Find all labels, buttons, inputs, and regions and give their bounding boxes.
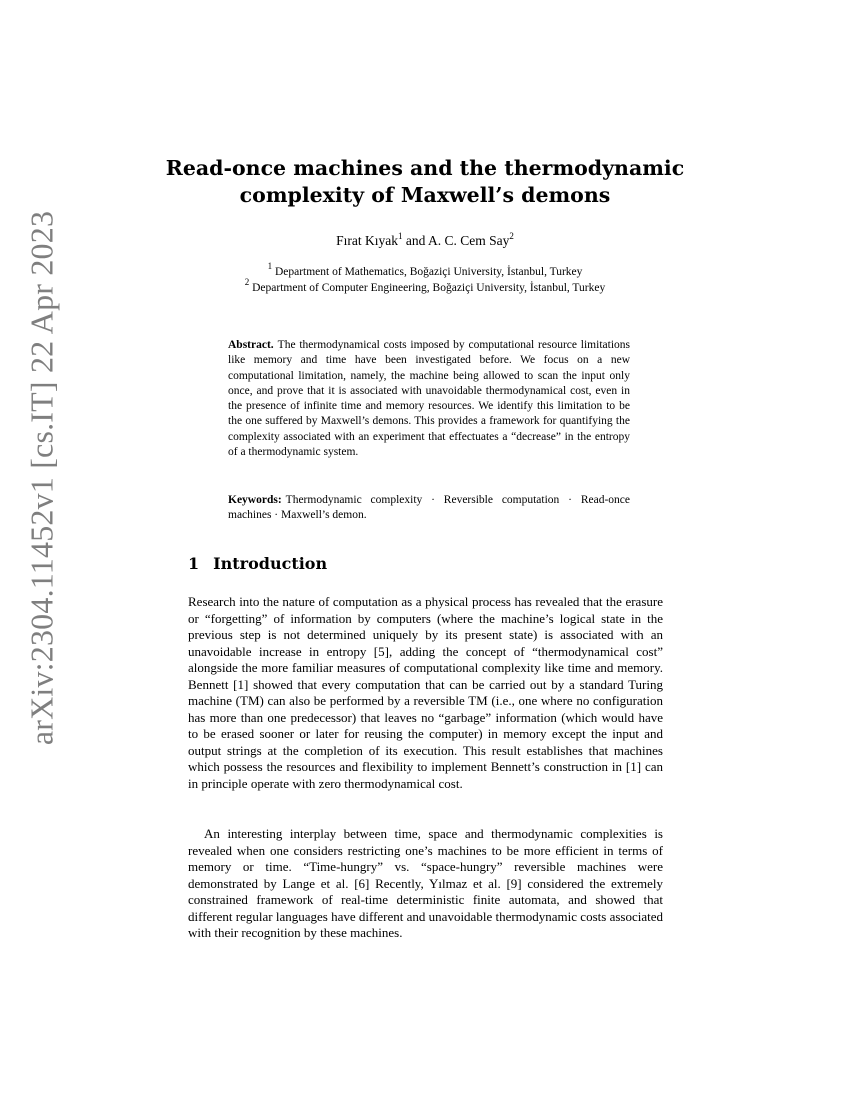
author-name: A. C. Cem Say <box>427 233 510 248</box>
section-title: Introduction <box>213 554 328 573</box>
keywords-text: Thermodynamic complexity · Reversible computation · Read-once machines · Maxwell’s demon. <box>228 494 630 522</box>
section-heading <box>188 554 327 573</box>
author-name: Fırat Kıyak <box>336 233 398 248</box>
affiliation-mark: 2 <box>509 231 514 241</box>
keywords-label: Keywords: <box>228 494 282 506</box>
abstract <box>228 338 630 460</box>
affiliation <box>150 261 700 278</box>
affiliation-mark: 2 <box>244 277 250 287</box>
affiliation <box>150 277 700 294</box>
body-paragraph <box>188 826 663 942</box>
paragraph-text: Research into the nature of computation as a physical process has revealed that the erasure or “forgetting” of information by computers (where the machine’s logical state in the previous step is not determined uniquely by its present state) is associated with an unavoidable increase in entropy [5], adding the concept of “thermodynamical cost” alongside the more familiar measures of computational complexity like time and memory. Bennett [1] showed that every computation that can be carried out by a standard Turing machine (TM) can also be performed by a reversible TM (i.e., one where no configuration has more than one predecessor) that leaves no “garbage” information (which would have to be erased sooner or later for reusing the computer) in memory except the input and output strings at the completion of its execution. This result establishes that machines which possess the resources and flexibility to implement Bennett’s construction in [1] can in principle operate with zero thermodynamical cost. <box>188 594 663 791</box>
paper-title <box>150 155 700 209</box>
abstract-label: Abstract. <box>228 339 274 351</box>
affiliation-mark: 1 <box>397 231 403 241</box>
affiliation-mark: 1 <box>267 261 273 271</box>
affiliation-text: Department of Mathematics, Boğaziçi University, İstanbul, Turkey <box>274 266 583 278</box>
body-paragraph <box>188 594 663 792</box>
affiliation-text: Department of Computer Engineering, Boğaziçi University, İstanbul, Turkey <box>252 282 606 294</box>
keywords <box>228 493 630 524</box>
title-line-2: complexity of Maxwell’s demons <box>239 183 611 207</box>
paragraph-text: An interesting interplay between time, space and thermodynamic complexities is revealed when one considers restricting one’s machines to be more efficient in terms of memory or time. “Time-hungry” vs. “space-hungry” reversible machines were demonstrated by Lange et al. [6] Recently, Yılmaz et al. [9] considered the extremely constrained framework of real-time deterministic finite automata, and showed that different regular languages have different and unavoidable thermodynamic costs associated with their recognition by these machines. <box>188 826 663 940</box>
title-line-1: Read-once machines and the thermodynamic <box>165 156 685 180</box>
author-separator: and <box>402 233 428 248</box>
arxiv-identifier: arXiv:2304.11452v1 [cs.IT] 22 Apr 2023 <box>23 210 60 746</box>
author-list <box>150 233 700 249</box>
abstract-text: The thermodynamical costs imposed by computational resource limitations like memory and time have been investigated before. We focus on a new computational limitation, namely, the machine being allowed to scan the input only once, and prove that it is associated with unavoidable thermodynamical cost, even in the presence of infinite time and memory resources. We identify this limitation to be the one suffered by Maxwell’s demons. This provides a framework for quantifying the complexity associated with an experiment that effectuates a “decrease” in the entropy of a thermodynamic system. <box>228 339 630 459</box>
section-number: 1 <box>188 554 200 573</box>
